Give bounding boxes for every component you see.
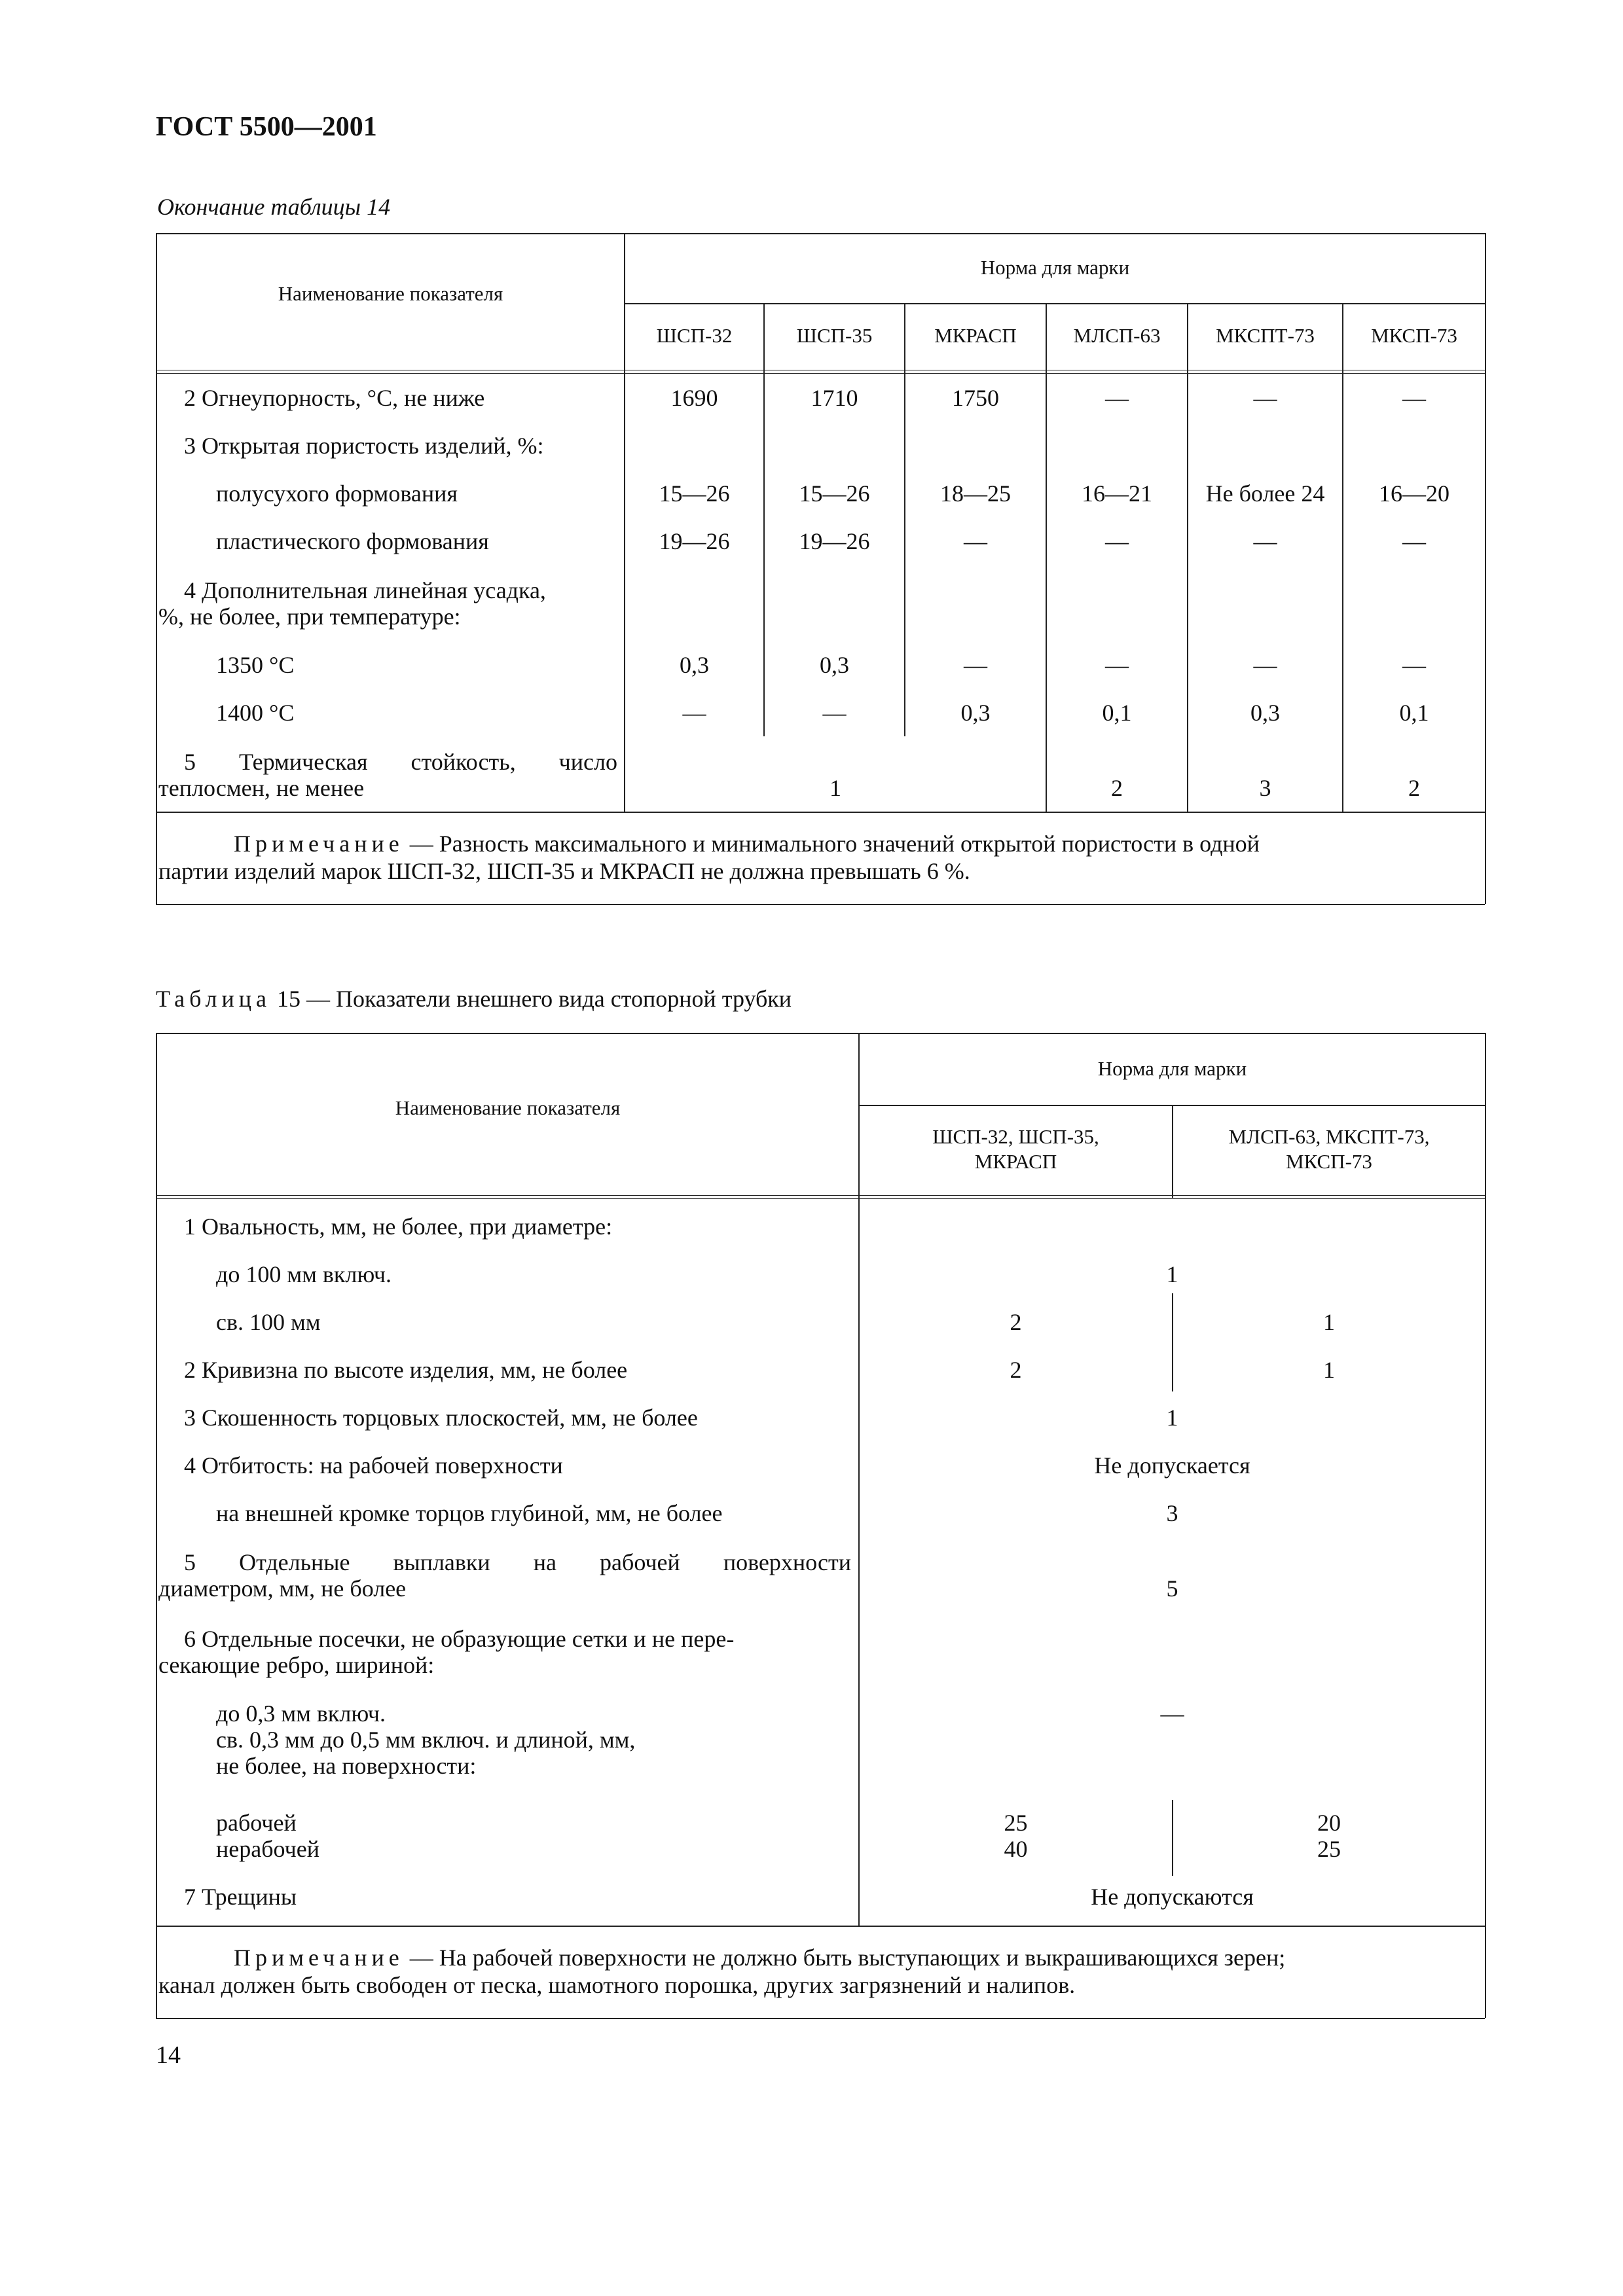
table14-grade: МКСП-73 <box>1371 324 1457 347</box>
table14-cell: 16—21 <box>1082 480 1152 507</box>
table15-cell: 1 <box>1166 1405 1178 1431</box>
table14-cell: 1690 <box>670 385 718 411</box>
table14-cell: — <box>1105 652 1129 678</box>
table14-cell: — <box>1253 652 1277 678</box>
table14-row-label: %, не более, при температуре: <box>158 603 461 630</box>
table14-cell: 3 <box>1259 775 1271 801</box>
document-title: ГОСТ 5500—2001 <box>156 112 377 142</box>
caption-lead: Таблица <box>156 986 271 1012</box>
table14-grade: МЛСП-63 <box>1073 324 1161 347</box>
table15-cell: Не допускается <box>1094 1452 1250 1479</box>
table15-row-label: св. 0,3 мм до 0,5 мм включ. и длиной, мм, <box>216 1727 636 1753</box>
table14-grade: МКРАСП <box>934 324 1017 347</box>
table14-row-label: пластического формования <box>216 528 489 554</box>
table14-cell: — <box>682 700 706 726</box>
table14-row-label: 4 Дополнительная линейная усадка, <box>184 577 546 603</box>
table15-row-label: до 100 мм включ. <box>216 1261 392 1287</box>
table15-row-label: рабочей <box>216 1810 297 1836</box>
table14-cell: — <box>1253 528 1277 554</box>
table14-cell: 15—26 <box>799 480 870 507</box>
table14-cell: — <box>1402 385 1426 411</box>
table15-cell: 2 <box>1010 1357 1022 1383</box>
table14-cell: 2 <box>1408 775 1420 801</box>
table14-cell: 1750 <box>952 385 999 411</box>
table14-cell: — <box>1105 528 1129 554</box>
table14-cell: 16—20 <box>1379 480 1450 507</box>
table14-header-norm: Норма для марки <box>980 256 1130 279</box>
table15-row-label: не более, на поверхности: <box>216 1753 477 1779</box>
table15-header-norm: Норма для марки <box>1097 1057 1247 1080</box>
table14-cell: 0,3 <box>680 652 709 678</box>
table14-row-label: 1400 °С <box>216 700 295 726</box>
caption-text: 15 — Показатели внешнего вида стопорной трубки <box>270 986 792 1012</box>
table14-grade: ШСП-32 <box>656 324 733 347</box>
table15-cell: Не допускаются <box>1091 1884 1254 1910</box>
table14-cell: 0,1 <box>1102 700 1132 726</box>
table14-cell: Не более 24 <box>1205 480 1325 507</box>
table15-grade-group: ШСП-32, ШСП-35, <box>932 1125 1099 1148</box>
table14-grade: МКСПТ-73 <box>1216 324 1315 347</box>
table14-row-label: 3 Открытая пористость изделий, %: <box>184 433 544 459</box>
table15-row-label: 5 Отдельные выплавки на рабочей поверхности <box>184 1549 851 1575</box>
table14-cell: — <box>964 528 987 554</box>
table14-cell: — <box>1402 652 1426 678</box>
table15-row-label: нерабочей <box>216 1836 319 1862</box>
table15-grade-group: МКРАСП <box>974 1150 1057 1173</box>
table14-cell: — <box>822 700 847 726</box>
table15-grade-group: МЛСП-63, МКСПТ-73, <box>1228 1125 1430 1148</box>
table14-cell: 0,3 <box>820 652 849 678</box>
table15-cell: 2 <box>1010 1309 1022 1335</box>
table15-row-label: 6 Отдельные посечки, не образующие сетки и не пере- <box>184 1626 735 1652</box>
table14-grade: ШСП-35 <box>796 324 873 347</box>
table15-row-label: 1 Овальность, мм, не более, при диаметре: <box>184 1213 613 1240</box>
table15-cell: 5 <box>1166 1575 1178 1602</box>
table15-cell: 25 <box>1317 1836 1341 1862</box>
table15-cell: — <box>1160 1700 1184 1727</box>
table15-row-label: 3 Скошенность торцовых плоскостей, мм, не более <box>184 1405 698 1431</box>
table14-row-label: 2 Огнеупорность, °С, не ниже <box>184 385 485 411</box>
table15-row-label: секающие ребро, шириной: <box>158 1652 435 1678</box>
table14-row-label: полусухого формования <box>216 480 458 507</box>
table14-cell: — <box>1253 385 1277 411</box>
table14-cell: 0,3 <box>960 700 991 726</box>
table14-cell: 0,3 <box>1250 700 1280 726</box>
table14-row-label: 1350 °С <box>216 652 295 678</box>
table14-cell: — <box>1105 385 1129 411</box>
table15-note <box>158 1944 1481 1971</box>
table15-cell: 1 <box>1166 1261 1178 1287</box>
note-lead: Примечание <box>234 1945 404 1971</box>
table15-row-label: до 0,3 мм включ. <box>216 1700 386 1727</box>
table15-cell: 1 <box>1323 1309 1335 1335</box>
table14-note <box>158 830 1481 857</box>
page-number: 14 <box>156 2041 181 2069</box>
table14-cell: 19—26 <box>799 528 870 554</box>
table14-row-label: 5 Термическая стойкость, число <box>184 749 617 775</box>
table15-note-line2: канал должен быть свободен от песка, шамотного порошка, других загрязнений и налипов. <box>158 1972 1076 1998</box>
table15-cell: 3 <box>1166 1500 1178 1526</box>
table14-cell: — <box>964 652 987 678</box>
table15-row-label: 7 Трещины <box>184 1884 297 1910</box>
table14-header-name: Наименование показателя <box>278 282 503 305</box>
table14-caption: Окончание таблицы 14 <box>157 194 391 220</box>
table15-cell: 20 <box>1317 1810 1341 1836</box>
table15-row-label: 4 Отбитость: на рабочей поверхности <box>184 1452 563 1479</box>
table14-cell: 2 <box>1111 775 1123 801</box>
table15-caption <box>156 985 792 1013</box>
table14-cell: 19—26 <box>659 528 730 554</box>
table15-cell: 1 <box>1323 1357 1335 1383</box>
table15-header-name: Наименование показателя <box>395 1096 621 1119</box>
table14-note-line2: партии изделий марок ШСП-32, ШСП-35 и МКРАСП не должна превышать 6 %. <box>158 858 970 884</box>
table14-cell: — <box>1402 528 1426 554</box>
note-text: — Разность максимального и минимального значений открытой пористости в одной <box>403 831 1260 857</box>
table14-cell: 1710 <box>811 385 858 411</box>
table15-row-label: на внешней кромке торцов глубиной, мм, не более <box>216 1500 723 1526</box>
note-text: — На рабочей поверхности не должно быть выступающих и выкрашивающихся зерен; <box>403 1945 1286 1971</box>
table14-cell: 15—26 <box>659 480 730 507</box>
table15-row-label: св. 100 мм <box>216 1309 321 1335</box>
table14-merged-cell: 1 <box>830 775 841 801</box>
table14-cell: 0,1 <box>1399 700 1429 726</box>
table15-cell: 40 <box>1004 1836 1028 1862</box>
table14-row-label: теплосмен, не менее <box>158 775 365 801</box>
table14-cell: 18—25 <box>940 480 1011 507</box>
table15-grade-group: МКСП-73 <box>1286 1150 1372 1173</box>
table15-row-label: диаметром, мм, не более <box>158 1575 407 1602</box>
note-lead: Примечание <box>234 831 404 857</box>
table15-cell: 25 <box>1004 1810 1028 1836</box>
table15-row-label: 2 Кривизна по высоте изделия, мм, не более <box>184 1357 628 1383</box>
